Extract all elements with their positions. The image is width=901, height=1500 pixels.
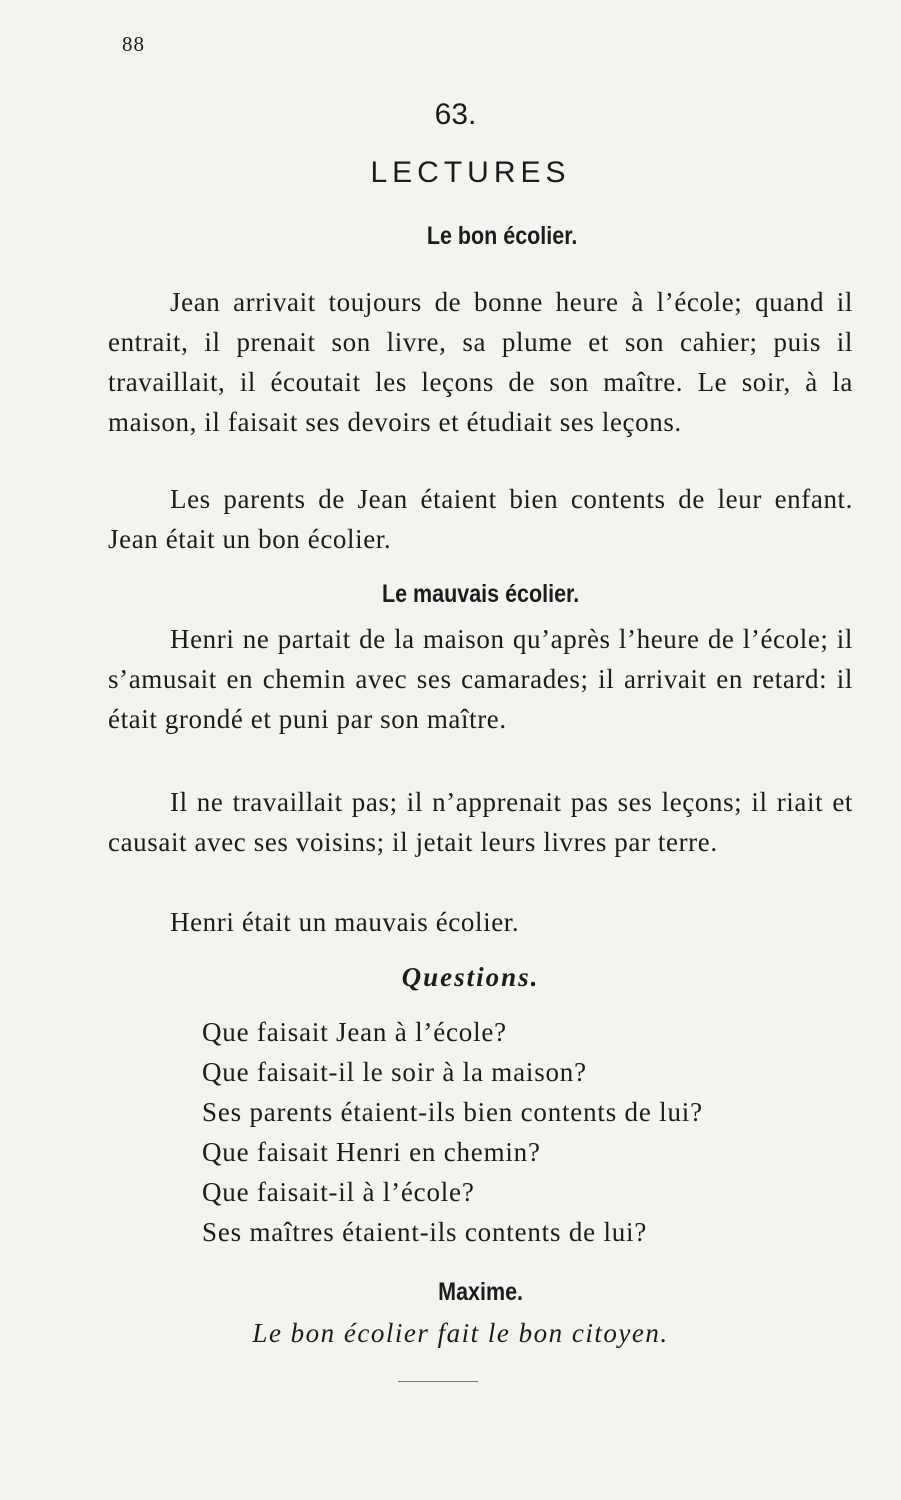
closing-rule (398, 1381, 478, 1382)
story-paragraph: Les parents de Jean étaient bien contents de leur enfant. Jean était un bon écolier. (108, 484, 853, 554)
question-item: Ses parents étaient-ils bien contents de lui? (202, 1097, 703, 1127)
lesson-number: 63. (434, 98, 477, 131)
story-paragraph: Il ne travaillait pas; il n’apprenait pas ses leçons; il riait et causait avec ses voisins; il jetait leurs livres par terre. (108, 787, 853, 857)
questions-list (202, 1012, 703, 1252)
question-item: Que faisait-il à l’école? (202, 1177, 475, 1207)
story-title-good-pupil: Le bon écolier. (426, 222, 578, 250)
story-paragraph: Henri était un mauvais écolier. (170, 907, 520, 937)
section-title: LECTURES (370, 156, 571, 189)
story-title-bad-pupil: Le mauvais écolier. (381, 580, 580, 608)
question-item: Que faisait-il le soir à la maison? (202, 1057, 587, 1087)
page-number: 88 (122, 32, 145, 56)
question-item: Que faisait Henri en chemin? (202, 1137, 541, 1167)
question-item: Que faisait Jean à l’école? (202, 1017, 507, 1047)
question-item: Ses maîtres étaient-ils contents de lui? (202, 1217, 648, 1247)
maxim-text: Le bon écolier fait le bon citoyen. (252, 1318, 669, 1348)
maxim-title: Maxime. (438, 1278, 524, 1306)
story-paragraph: Henri ne partait de la maison qu’après l’heure de l’école; il s’amusait en chemin avec ses camarades; il arrivait en retard: il était grondé et puni par son maître. (108, 624, 853, 734)
story-paragraph: Jean arrivait toujours de bonne heure à l’école; quand il entrait, il prenait son livre, sa plume et son cahier; puis il travaillait, il écoutait les leçons de son maître. Le soir, à la maison, il faisait ses devoirs et étudiait ses leçons. (108, 287, 853, 437)
questions-title: Questions. (401, 962, 540, 992)
